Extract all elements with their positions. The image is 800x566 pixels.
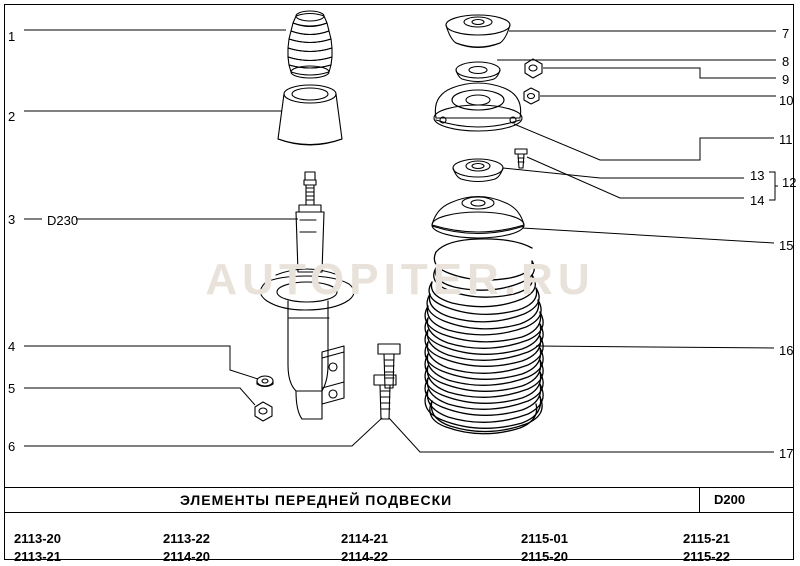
part-upper-cap — [446, 15, 510, 48]
part-dust-cover — [278, 85, 342, 145]
callout-number-12: 12 — [782, 175, 797, 190]
part-nut-upper — [525, 59, 542, 78]
callout-number-1: 1 — [8, 29, 16, 44]
callout-number-13: 13 — [750, 168, 765, 183]
callout-number-8: 8 — [782, 54, 790, 69]
callout-number-17: 17 — [779, 446, 794, 461]
callout-number-11: 11 — [779, 132, 793, 147]
part-coil-spring — [425, 239, 543, 434]
divider-top — [5, 487, 794, 488]
part-upper-mount — [434, 83, 522, 131]
model-code: 2115-20 — [521, 549, 568, 564]
page-title: ЭЛЕМЕНТЫ ПЕРЕДНЕЙ ПОДВЕСКИ — [180, 492, 453, 508]
part-thrust-washer — [456, 62, 500, 82]
leader-16 — [536, 346, 774, 348]
callout-number-9: 9 — [782, 72, 790, 87]
model-code: 2115-01 — [521, 531, 568, 546]
model-code: 2114-22 — [341, 549, 388, 564]
callout-number-2: 2 — [8, 109, 16, 124]
callout-number-3: 3 — [8, 212, 16, 227]
divider-mid — [5, 512, 794, 513]
leader-6 — [24, 418, 382, 446]
leader-15 — [522, 228, 774, 243]
leader-4 — [24, 346, 258, 379]
callout-number-10: 10 — [779, 93, 794, 108]
part-strut-assembly — [260, 172, 354, 419]
part-bolt-mount — [515, 149, 527, 168]
part-bump-stop — [288, 11, 332, 78]
bracket-12 — [769, 172, 775, 200]
callout-number-4: 4 — [8, 339, 16, 354]
callout-number-14: 14 — [750, 193, 765, 208]
part-bolt-upper — [378, 344, 400, 388]
leader-17 — [389, 418, 774, 452]
callout-number-7: 7 — [782, 26, 790, 41]
model-code: 2113-20 — [14, 531, 61, 546]
callout-number-5: 5 — [8, 381, 16, 396]
model-code: 2114-21 — [341, 531, 388, 546]
model-code: 2113-21 — [14, 549, 61, 564]
callout-number-15: 15 — [779, 238, 794, 253]
part-nut-small — [255, 402, 272, 421]
model-code: 2113-22 — [163, 531, 210, 546]
diagram-code-box — [699, 487, 794, 512]
leader-5 — [24, 388, 255, 405]
leader-13 — [503, 168, 744, 178]
leader-9 — [543, 68, 776, 78]
callout-number-16: 16 — [779, 343, 794, 358]
diagram-code: D200 — [714, 492, 746, 507]
model-code: 2115-22 — [683, 549, 730, 564]
watermark: AUTOPITER.RU — [205, 255, 595, 304]
leader-11 — [514, 124, 774, 160]
model-code: 2115-21 — [683, 531, 730, 546]
model-code: 2114-20 — [163, 549, 210, 564]
part-washer-small — [257, 376, 273, 387]
callout-number-6: 6 — [8, 439, 16, 454]
part-code-d230: D230 — [47, 213, 79, 228]
part-spring-seat — [432, 197, 524, 239]
part-nut-small-right — [524, 88, 539, 104]
part-bearing — [453, 159, 503, 182]
